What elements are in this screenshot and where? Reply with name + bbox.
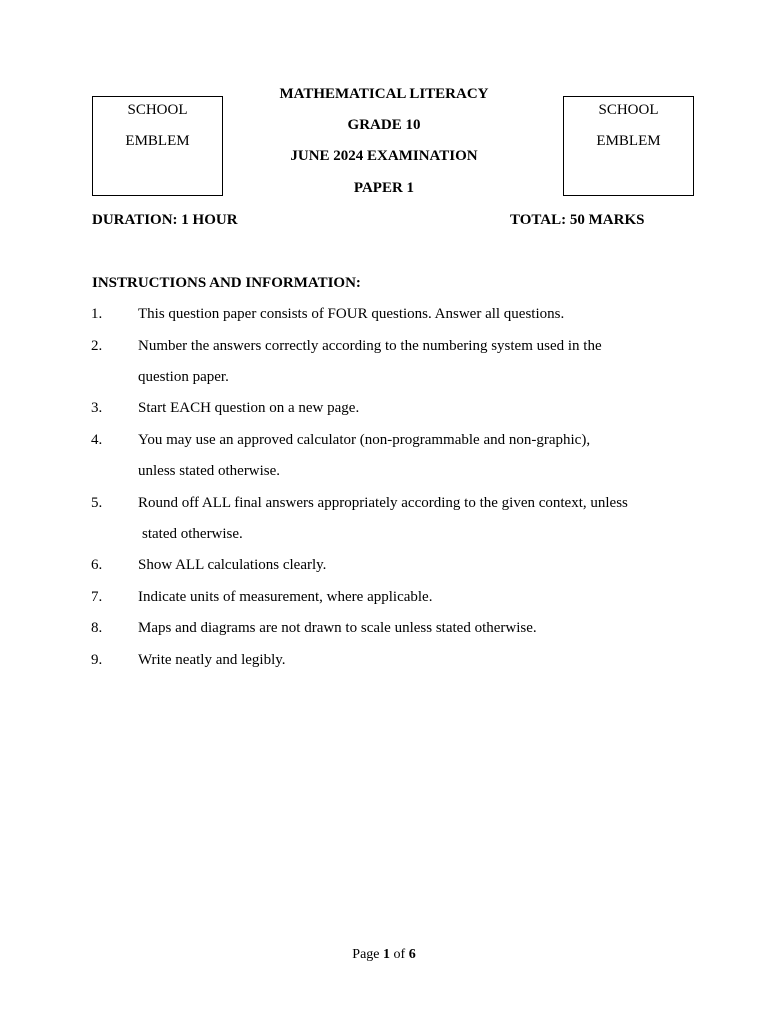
emblem-right-line2: EMBLEM bbox=[596, 133, 661, 149]
paper-title: PAPER 1 bbox=[353, 180, 415, 196]
instruction-text: Write neatly and legibly. bbox=[138, 652, 286, 668]
page-footer bbox=[0, 947, 768, 963]
footer-of-word: of bbox=[393, 947, 406, 962]
duration-label: DURATION: 1 HOUR bbox=[92, 212, 238, 228]
exam-title: JUNE 2024 EXAMINATION bbox=[290, 148, 478, 164]
footer-page-word: Page bbox=[352, 947, 380, 962]
instruction-number: 5. bbox=[91, 495, 103, 511]
instruction-number: 7. bbox=[91, 589, 103, 605]
instructions-heading: INSTRUCTIONS AND INFORMATION: bbox=[92, 275, 361, 291]
instruction-number: 1. bbox=[91, 306, 103, 322]
subject-title: MATHEMATICAL LITERACY bbox=[279, 86, 489, 102]
instruction-number: 6. bbox=[91, 557, 103, 573]
grade-title: GRADE 10 bbox=[347, 117, 421, 133]
instruction-text: Round off ALL final answers appropriately according to the given context, unless bbox=[138, 495, 628, 511]
instruction-number: 8. bbox=[91, 620, 103, 636]
instruction-number: 4. bbox=[91, 432, 103, 448]
instruction-text-continued: question paper. bbox=[138, 369, 229, 385]
emblem-left-line2: EMBLEM bbox=[125, 133, 190, 149]
footer-current-page: 1 bbox=[383, 947, 391, 962]
instruction-text: Start EACH question on a new page. bbox=[138, 400, 360, 416]
instruction-text: Show ALL calculations clearly. bbox=[138, 557, 327, 573]
total-marks-label: TOTAL: 50 MARKS bbox=[510, 212, 645, 228]
instruction-text-continued: stated otherwise. bbox=[142, 526, 243, 542]
footer-total-pages: 6 bbox=[408, 947, 416, 962]
emblem-right-line1: SCHOOL bbox=[598, 102, 659, 118]
instruction-text: You may use an approved calculator (non-programmable and non-graphic), bbox=[138, 432, 591, 448]
instruction-number: 3. bbox=[91, 400, 103, 416]
instruction-text: Indicate units of measurement, where applicable. bbox=[138, 589, 433, 605]
instruction-text-continued: unless stated otherwise. bbox=[138, 463, 281, 479]
emblem-left-line1: SCHOOL bbox=[127, 102, 188, 118]
instruction-text: Maps and diagrams are not drawn to scale unless stated otherwise. bbox=[138, 620, 537, 636]
instruction-text: Number the answers correctly according to the numbering system used in the bbox=[138, 338, 602, 354]
instruction-text: This question paper consists of FOUR questions. Answer all questions. bbox=[138, 306, 565, 322]
instruction-number: 9. bbox=[91, 652, 103, 668]
instruction-number: 2. bbox=[91, 338, 103, 354]
